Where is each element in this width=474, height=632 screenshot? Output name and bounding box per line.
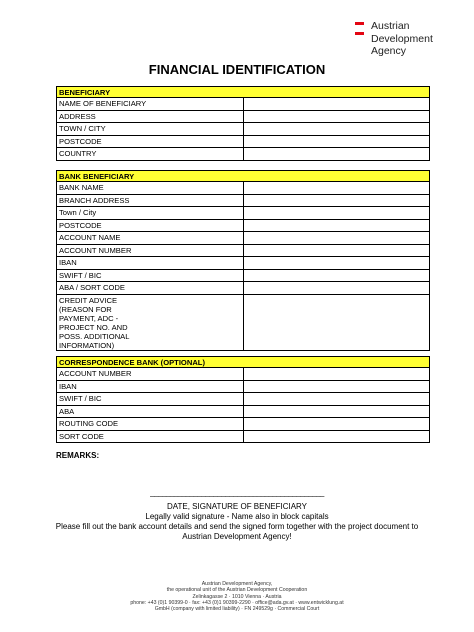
account-name-field[interactable] <box>243 232 430 245</box>
field-label: SORT CODE <box>57 430 244 443</box>
beneficiary-postcode-field[interactable] <box>243 135 430 148</box>
footer-line: Zelinkagasse 2 · 1010 Vienna · Austria <box>192 593 282 600</box>
field-label: ACCOUNT NUMBER <box>57 244 244 257</box>
signature-note: Legally valid signature - Name also in block capitals <box>145 512 329 521</box>
beneficiary-table <box>56 86 430 161</box>
corr-account-number-field[interactable] <box>243 368 430 381</box>
corr-swift-bic-field[interactable] <box>243 393 430 406</box>
credit-advice-line: INFORMATION) <box>59 340 115 350</box>
aba-sort-code-field[interactable] <box>243 282 430 295</box>
swift-bic-field[interactable] <box>243 269 430 282</box>
footer-line: the operational unit of the Austrian Development Cooperation <box>166 587 308 594</box>
logo-text <box>371 20 433 58</box>
section-heading: BENEFICIARY <box>57 87 430 98</box>
branch-address-field[interactable] <box>243 194 430 207</box>
logo-line: Austrian <box>371 20 410 32</box>
instruction-text: Please fill out the bank account details and send the signed form together with the project document to <box>55 522 419 531</box>
flag-stripe-bottom <box>355 32 364 35</box>
footer-line: Austrian Development Agency, <box>201 581 273 587</box>
field-label: SWIFT / BIC <box>57 393 244 406</box>
field-label: ABA / SORT CODE <box>57 282 244 295</box>
flag-stripe-middle <box>355 27 364 30</box>
credit-advice-line: PROJECT NO. AND <box>59 322 128 332</box>
correspondence-bank-table <box>56 356 430 443</box>
credit-advice-line: (REASON FOR <box>59 304 112 314</box>
flag-stripe-top <box>355 22 364 25</box>
bank-town-field[interactable] <box>243 207 430 220</box>
footer-line: phone: +43 (0)1 90399-0 · fax: +43 (0)1 90399-2290 · office@ada.gv.at · www.entwicklung.at <box>130 599 344 606</box>
section-heading: BANK BENEFICIARY <box>57 171 430 182</box>
field-label: ADDRESS <box>57 110 244 123</box>
beneficiary-town-field[interactable] <box>243 123 430 136</box>
bank-beneficiary-table <box>56 170 430 351</box>
field-label: ACCOUNT NAME <box>57 232 244 245</box>
field-label: POSTCODE <box>57 135 244 148</box>
field-label: IBAN <box>57 257 244 270</box>
iban-field[interactable] <box>243 257 430 270</box>
footer <box>0 581 474 612</box>
field-label: SWIFT / BIC <box>57 269 244 282</box>
signature-block <box>0 502 474 542</box>
bank-name-field[interactable] <box>243 182 430 195</box>
field-label: ABA <box>57 405 244 418</box>
beneficiary-name-field[interactable] <box>243 98 430 111</box>
credit-advice-line: PAYMENT, ADC - <box>59 313 119 323</box>
beneficiary-country-field[interactable] <box>243 148 430 161</box>
field-label: IBAN <box>57 380 244 393</box>
credit-advice-line: POSS. ADDITIONAL <box>59 331 130 341</box>
section-heading: CORRESPONDENCE BANK (OPTIONAL) <box>57 357 430 368</box>
logo-line: Agency <box>371 45 407 57</box>
corr-aba-field[interactable] <box>243 405 430 418</box>
footer-line: GmbH (company with limited liability) · FN 249529g · Commercial Court <box>154 606 320 613</box>
bank-postcode-field[interactable] <box>243 219 430 232</box>
field-label: TOWN / CITY <box>57 123 244 136</box>
logo-line: Development <box>371 32 433 45</box>
credit-advice-line: CREDIT ADVICE <box>59 295 118 305</box>
signature-caption: DATE, SIGNATURE OF BENEFICIARY <box>166 502 308 511</box>
remarks-label: REMARKS: <box>56 451 100 460</box>
beneficiary-address-field[interactable] <box>243 110 430 123</box>
field-label: COUNTRY <box>57 148 244 161</box>
credit-advice-label <box>57 294 244 350</box>
austrian-flag-icon <box>355 22 364 37</box>
account-number-field[interactable] <box>243 244 430 257</box>
corr-routing-code-field[interactable] <box>243 418 430 431</box>
credit-advice-field[interactable] <box>243 294 430 350</box>
field-label: ROUTING CODE <box>57 418 244 431</box>
field-label: NAME OF BENEFICIARY <box>57 98 244 111</box>
instruction-text: Austrian Development Agency! <box>182 532 292 541</box>
field-label: Town / City <box>57 207 244 220</box>
field-label: BANK NAME <box>57 182 244 195</box>
field-label: POSTCODE <box>57 219 244 232</box>
signature-line: ____________________________________________ <box>150 488 324 497</box>
corr-iban-field[interactable] <box>243 380 430 393</box>
corr-sort-code-field[interactable] <box>243 430 430 443</box>
field-label: BRANCH ADDRESS <box>57 194 244 207</box>
page-title: FINANCIAL IDENTIFICATION <box>148 62 326 77</box>
field-label: ACCOUNT NUMBER <box>57 368 244 381</box>
